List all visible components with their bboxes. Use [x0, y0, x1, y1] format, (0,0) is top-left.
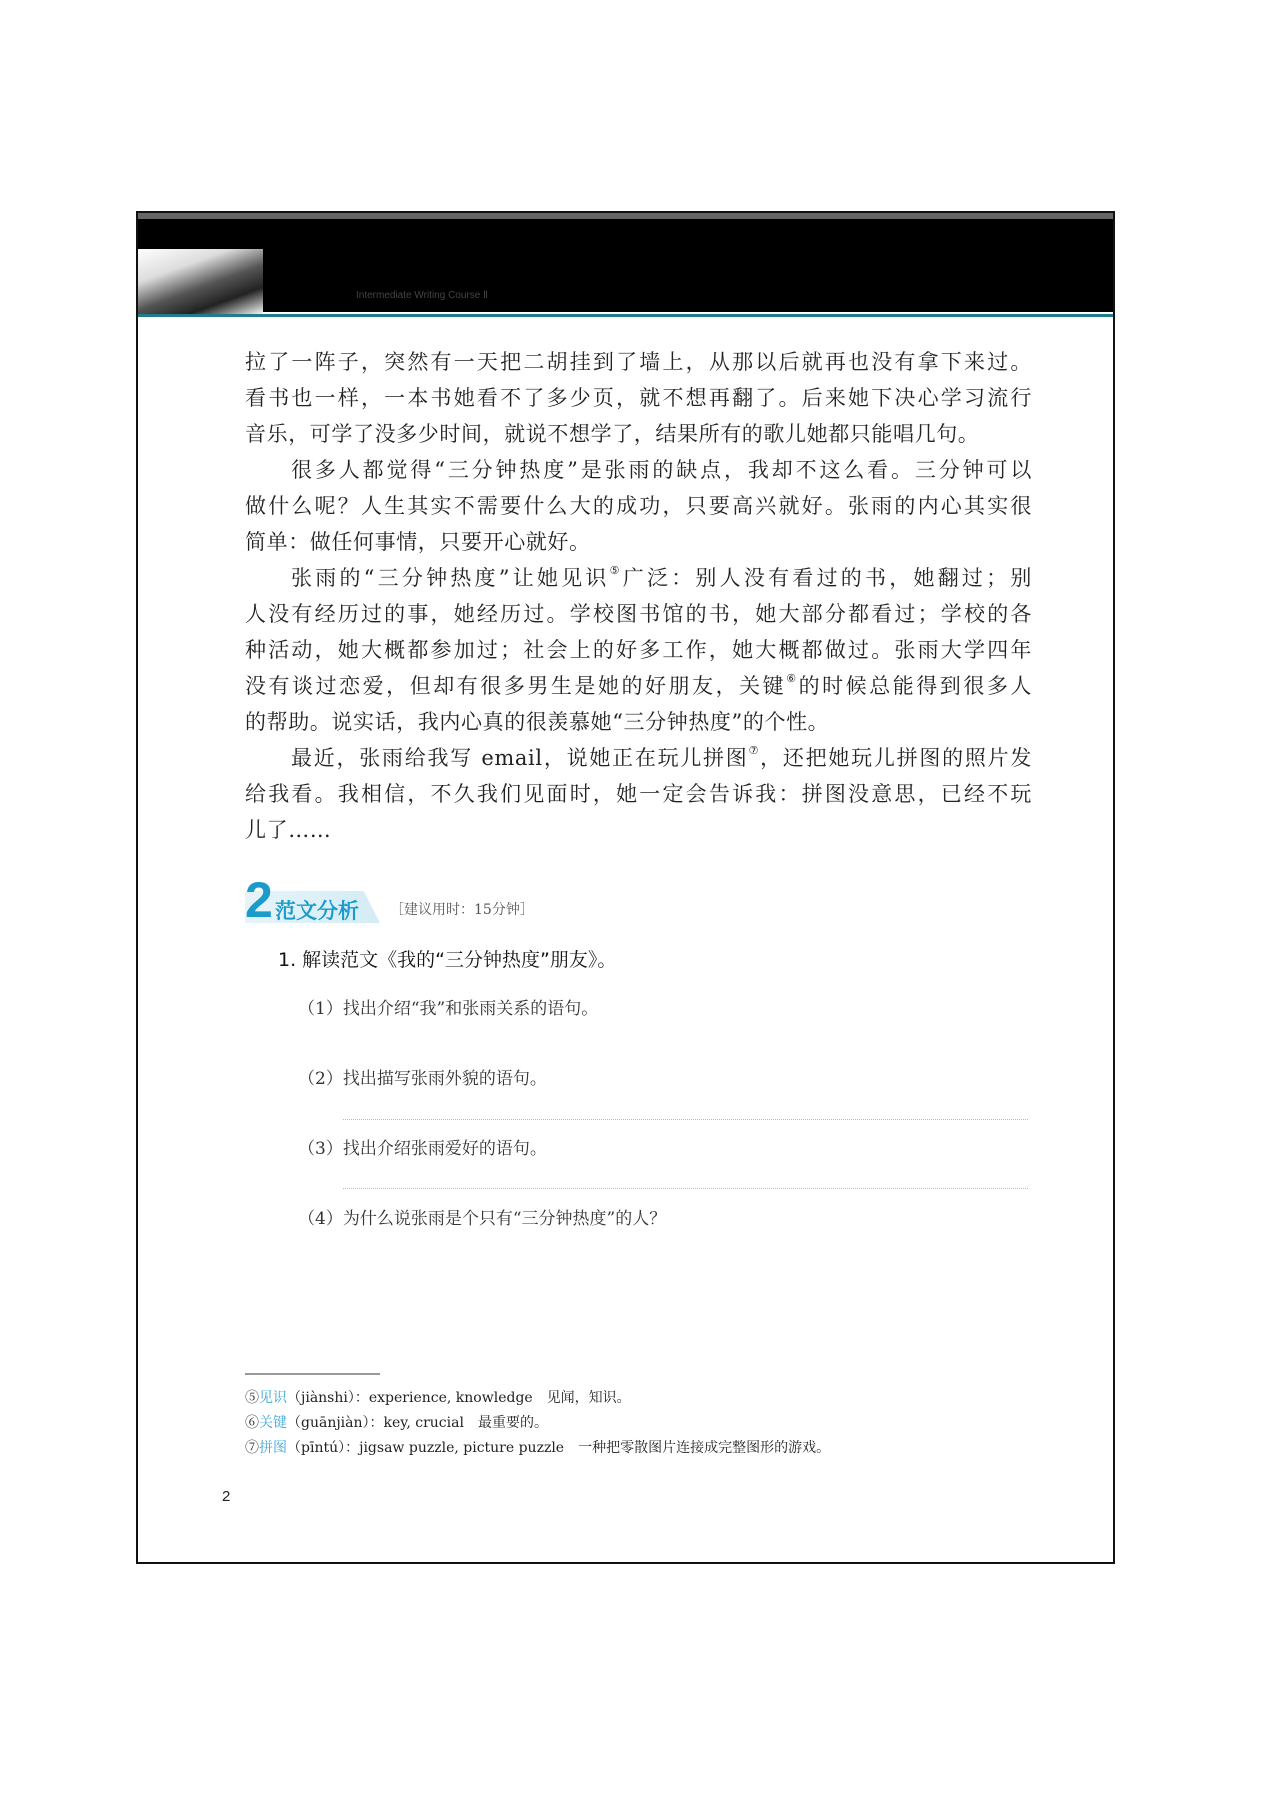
text-segment: 张雨的“三分钟热度”让她见识: [291, 566, 610, 590]
footnote-rule: [245, 1373, 380, 1375]
section-time: ［建议用时：15分钟］: [390, 902, 534, 918]
text-line: [245, 380, 1032, 416]
text-line: [245, 524, 1032, 560]
page-number: 2: [222, 1488, 231, 1505]
footnote-pinyin: （guānjiàn）：: [287, 1415, 384, 1431]
text-line: [245, 704, 1032, 740]
footnote-word: 关键: [259, 1415, 287, 1431]
footnote-cn: 最重要的。: [477, 1415, 548, 1431]
text-line: [245, 416, 1032, 452]
footnote-pinyin: （pīntú）：: [287, 1440, 360, 1456]
text-line: [245, 596, 1032, 632]
text-segment: 拉了一阵子，突然有一天把二胡挂到了墙上，从那以后就再也没有拿下来过。: [245, 350, 1032, 374]
footnote: [245, 1387, 631, 1407]
text-segment: 儿了……: [245, 818, 332, 842]
text-segment: 音乐，可学了没多少时间，就说不想学了，结果所有的歌儿她都只能唱几句。: [245, 422, 980, 446]
section-title: 范文分析: [275, 899, 359, 923]
text-segment: 广泛：别人没有看过的书，她翻过；别: [622, 566, 1032, 590]
text-segment: 简单：做任何事情，只要开心就好。: [245, 530, 591, 554]
text-segment: 做什么呢？人生其实不需要什么大的成功，只要高兴就好。张雨的内心其实很: [245, 494, 1032, 518]
text-segment: 给我看。我相信，不久我们见面时，她一定会告诉我：拼图没意思，已经不玩: [245, 782, 1032, 806]
answer-line: [343, 1188, 1028, 1189]
text-line: [245, 344, 1032, 380]
footnote-num: ⑤: [245, 1390, 259, 1406]
footnote-word: 拼图: [259, 1440, 287, 1456]
text-line: [245, 452, 1032, 488]
sub-question: （1）找出介绍“我”和张雨关系的语句。: [298, 999, 599, 1019]
footnote-num: ⑦: [245, 1440, 259, 1456]
text-line: [245, 668, 1032, 704]
text-line: [245, 776, 1032, 812]
text-line: [245, 740, 1032, 776]
essay-body: [245, 344, 1032, 848]
answer-line: [343, 1119, 1028, 1120]
header-divider: [138, 314, 1113, 317]
text-segment: 种活动，她大概都参加过；社会上的好多工作，她大概都做过。张雨大学四年: [245, 638, 1032, 662]
section-heading: [245, 872, 665, 928]
footnote-word: 见识: [259, 1390, 287, 1406]
text-line: [245, 632, 1032, 668]
text-segment: 的帮助。说实话，我内心真的很羡慕她“三分钟热度”的个性。: [245, 710, 830, 734]
header-title: Intermediate Writing Course Ⅱ: [356, 290, 489, 301]
text-line: [245, 812, 1032, 848]
footnote: [245, 1437, 830, 1457]
text-segment: 的时候总能得到很多人: [798, 674, 1033, 698]
footnote-ref: ⑤: [609, 564, 623, 577]
footnote-ref: ⑦: [748, 744, 761, 757]
sub-question: （2）找出描写张雨外貌的语句。: [298, 1069, 547, 1089]
section-number: 2: [245, 872, 273, 928]
text-segment: 很多人都觉得“三分钟热度”是张雨的缺点，我却不这么看。三分钟可以: [291, 458, 1032, 482]
footnote-en: jigsaw puzzle, picture puzzle: [359, 1440, 565, 1456]
question-title: 1. 解读范文《我的“三分钟热度”朋友》。: [278, 949, 617, 971]
text-line: [245, 488, 1032, 524]
text-segment: 人没有经历过的事，她经历过。学校图书馆的书，她大部分都看过；学校的各: [245, 602, 1032, 626]
text-segment: 没有谈过恋爱，但却有很多男生是她的好朋友，关键: [245, 674, 787, 698]
footnote: [245, 1412, 548, 1432]
footnote-ref: ⑥: [786, 672, 799, 685]
sub-question: （3）找出介绍张雨爱好的语句。: [298, 1139, 547, 1159]
page-header: [138, 213, 1113, 312]
sub-question: （4）为什么说张雨是个只有“三分钟热度”的人？: [298, 1209, 667, 1229]
text-segment: 看书也一样，一本书她看不了多少页，就不想再翻了。后来她下决心学习流行: [245, 386, 1032, 410]
footnote-num: ⑥: [245, 1415, 259, 1431]
footnote-cn: 见闻，知识。: [546, 1390, 631, 1406]
text-line: [245, 560, 1032, 596]
text-segment: 最近，张雨给我写 email，说她正在玩儿拼图: [291, 746, 749, 770]
footnote-cn: 一种把零散图片连接成完整图形的游戏。: [578, 1440, 831, 1456]
header-image: [138, 249, 263, 315]
footnote-en: key, crucial: [383, 1415, 464, 1431]
textbook-page: [136, 211, 1115, 1564]
footnote-pinyin: （jiànshi）：: [287, 1390, 369, 1406]
footnote-en: experience, knowledge: [368, 1390, 533, 1406]
text-segment: ，还把她玩儿拼图的照片发: [760, 746, 1032, 770]
